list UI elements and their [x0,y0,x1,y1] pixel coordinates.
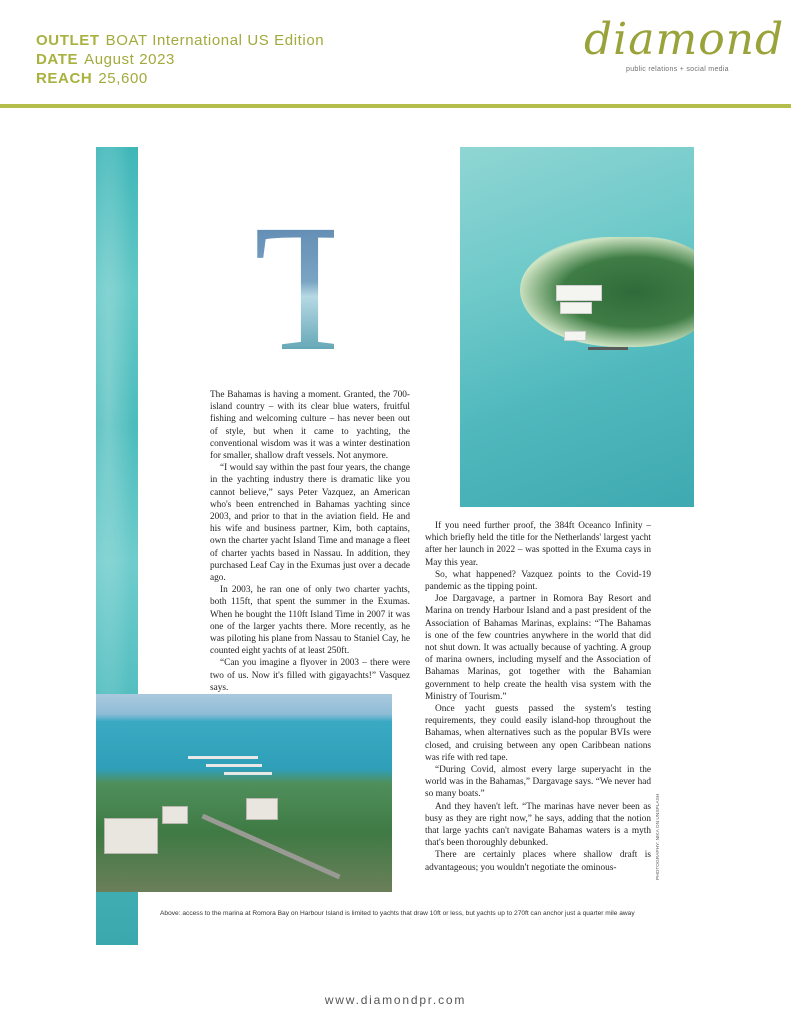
paragraph: In 2003, he ran one of only two charter yachts, both 115ft, that spent the summer in the Exumas. When he bought the 110ft Island Time in 2007 it was one of the larger yachts there. More recently, as he was piloting his plane from Nassau to Staniel Cay, he counted eight yachts of at least 250ft. [210,585,410,657]
building-small [246,798,278,820]
reach-row [36,69,324,88]
clip-metadata [36,31,324,88]
paragraph: The Bahamas is having a moment. Granted, the 700-island country – with its clear blue waters, fruitful fishing and welcoming culture – has never been out of style, but when it came to yachting, the conventional wisdom was it was a winter destination for smaller, shallow draft vessels. Not anymore. [210,390,410,462]
island-shape [520,237,694,347]
drop-cap [254,188,366,389]
paragraph: Once yacht guests passed the system's testing requirements, they could easily island-hop throughout the Bahamas, when alternatives such as the popular BVIs were closed, and cruising between any open Caribbean nations was rife with red tape. [425,704,651,763]
paragraph: If you need further proof, the 384ft Oceanco Infinity – which briefly held the title for the Netherlands' largest yacht after her launch in 2022 – was spotted in the Exuma cays in May this year. [425,521,651,568]
paragraph: “Can you imagine a flyover in 2003 – there were two of us. Now it's filled with gigayachts!” Vasquez says. [210,658,410,693]
paragraph: “I would say within the past four years, the change in the yachting industry there is dramatic like you cannot believe,” says Peter Vazquez, an American who's been entrenched in Bahamas yachting since 2003, and prior to that in the aviation field. He and his wife and business partner, Kim, both captains, own the charter yacht Island Time and manage a fleet of charter yachts based in Nassau. In addition, they purchased Leaf Cay in the Exumas just over a decade ago. [210,463,410,584]
aerial-island-photo [460,147,694,507]
paragraph: “During Covid, almost every large superyacht in the world was in the Bahamas,” Dargavage says. “We never had so many boats.” [425,765,651,800]
footer-url: www.diamondpr.com [324,993,467,1007]
logo-tagline: public relations + social media [626,66,729,73]
diamond-logo [584,14,785,84]
marina-pier-2 [206,764,262,767]
date-value: August 2023 [84,51,175,68]
date-row [36,50,324,69]
villa-roof [556,285,602,301]
harbour-marina-photo [96,694,392,892]
date-label: DATE [36,51,79,68]
marina-pier-3 [224,772,272,775]
article-column-1 [210,389,410,694]
villa-roof-2 [560,302,592,314]
paragraph: So, what happened? Vazquez points to the Covid-19 pandemic as the tipping point. [425,569,651,593]
header-divider [0,104,791,108]
building-large [104,818,158,854]
boathouse [564,331,586,341]
building-roof [162,806,188,824]
reach-label: REACH [36,70,93,87]
outlet-value: BOAT International US Edition [105,32,325,49]
reach-value: 25,600 [98,70,148,87]
photo-caption: Above: access to the marina at Romora Bay on Harbour Island is limited to yachts that draw 10ft or less, but yachts up to 270ft can anchor just a quarter mile away [160,910,635,917]
paragraph: Joe Dargavage, a partner in Romora Bay Resort and Marina on trendy Harbour Island and a past president of the Association of Bahamas Marinas, explains: “The Bahamas is one of the few countries anywhere in the world that did not shut down. It was actually because of yachting. A group of marina owners, including myself and the Association of Bahamas Marinas, got together with the Bahamian government to help create the health visa system with the Ministry of Tourism.” [425,594,651,702]
article-column-2 [425,520,651,874]
marina-pier-1 [188,756,258,759]
photo-credit-text: PHOTOGRAPHY: NIKA ON UNSPLASH [656,793,661,880]
paragraph: There are certainly places where shallow draft is advantageous; you wouldn't negotiate the ominous- [425,850,651,873]
drop-cap-letter: T [254,188,366,389]
outlet-label: OUTLET [36,32,100,49]
logo-wordmark: diamond [584,14,785,65]
jetty [588,347,628,350]
outlet-row [36,31,324,50]
photo-credit [656,793,666,880]
paragraph: And they haven't left. “The marinas have never been as busy as they are right now,” he says, adding that the notion that large yachts can't navigate Bahamas waters is a myth that's been thoroughly debunked. [425,801,651,849]
road [201,814,340,880]
